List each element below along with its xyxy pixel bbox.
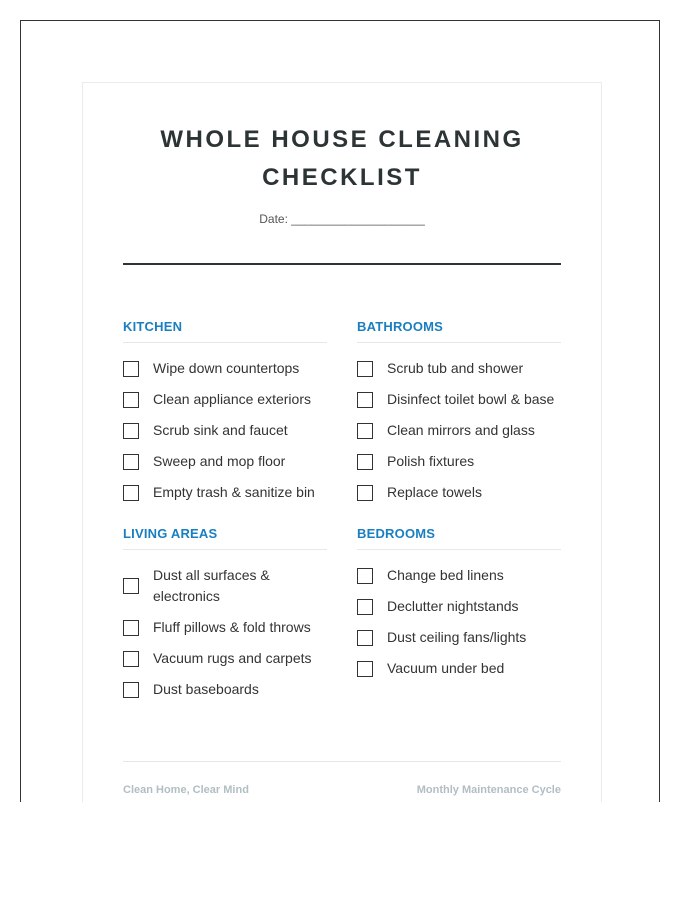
checklist-item[interactable] bbox=[357, 627, 561, 648]
checkbox[interactable] bbox=[123, 578, 139, 594]
item-label: Scrub sink and faucet bbox=[153, 422, 288, 438]
item-label: Vacuum rugs and carpets bbox=[153, 650, 312, 666]
checkbox[interactable] bbox=[357, 392, 373, 408]
checkbox[interactable] bbox=[357, 630, 373, 646]
item-label: Dust all surfaces & electronics bbox=[153, 567, 270, 604]
checklist-item[interactable] bbox=[357, 389, 561, 410]
item-label: Fluff pillows & fold throws bbox=[153, 619, 311, 635]
checklist-sheet bbox=[82, 82, 602, 802]
item-label: Change bed linens bbox=[387, 567, 504, 583]
checklist-item[interactable] bbox=[123, 648, 327, 669]
checkbox[interactable] bbox=[123, 454, 139, 470]
checklist-item[interactable] bbox=[123, 482, 327, 503]
item-label: Sweep and mop floor bbox=[153, 453, 286, 469]
checkbox[interactable] bbox=[357, 568, 373, 584]
section-bathrooms bbox=[357, 319, 561, 513]
date-field[interactable]: Date: ____________________ bbox=[259, 212, 425, 226]
section-kitchen bbox=[123, 319, 327, 513]
checkbox[interactable] bbox=[123, 361, 139, 377]
checkbox[interactable] bbox=[357, 454, 373, 470]
checkbox[interactable] bbox=[357, 485, 373, 501]
checklist-item[interactable] bbox=[357, 565, 561, 586]
checkbox[interactable] bbox=[123, 392, 139, 408]
section-heading-living-areas: LIVING AREAS bbox=[123, 526, 327, 550]
checklist-item[interactable] bbox=[357, 482, 561, 503]
item-label: Dust ceiling fans/lights bbox=[387, 629, 527, 645]
section-bedrooms bbox=[357, 526, 561, 689]
checklist-item[interactable] bbox=[123, 617, 327, 638]
checkbox[interactable] bbox=[123, 651, 139, 667]
item-label: Disinfect toilet bowl & base bbox=[387, 391, 555, 407]
item-label: Clean mirrors and glass bbox=[387, 422, 535, 438]
page-frame bbox=[20, 20, 660, 802]
item-label: Scrub tub and shower bbox=[387, 360, 524, 376]
checklist-item[interactable] bbox=[123, 420, 327, 441]
checkbox[interactable] bbox=[123, 620, 139, 636]
checklist-item[interactable] bbox=[357, 420, 561, 441]
checkbox[interactable] bbox=[123, 485, 139, 501]
checkbox[interactable] bbox=[123, 423, 139, 439]
item-label: Replace towels bbox=[387, 484, 482, 500]
checkbox[interactable] bbox=[123, 682, 139, 698]
checklist-item[interactable] bbox=[123, 358, 327, 379]
checklist-item[interactable] bbox=[357, 596, 561, 617]
item-label: Empty trash & sanitize bin bbox=[153, 484, 315, 500]
checklist-item[interactable] bbox=[123, 389, 327, 410]
checklist-item[interactable] bbox=[357, 358, 561, 379]
item-label: Declutter nightstands bbox=[387, 598, 519, 614]
checkbox[interactable] bbox=[357, 423, 373, 439]
section-living-areas bbox=[123, 526, 327, 710]
section-heading-bathrooms: BATHROOMS bbox=[357, 319, 561, 343]
item-label: Dust baseboards bbox=[153, 681, 259, 697]
checklist-item[interactable] bbox=[357, 451, 561, 472]
section-heading-kitchen: KITCHEN bbox=[123, 319, 327, 343]
item-label: Polish fixtures bbox=[387, 453, 475, 469]
checkbox[interactable] bbox=[357, 599, 373, 615]
checklist-item[interactable] bbox=[123, 565, 327, 607]
item-label: Vacuum under bed bbox=[387, 660, 505, 676]
checklist-item[interactable] bbox=[357, 658, 561, 679]
checklist-item[interactable] bbox=[123, 451, 327, 472]
title-divider bbox=[123, 263, 561, 265]
section-heading-bedrooms: BEDROOMS bbox=[357, 526, 561, 550]
checkbox[interactable] bbox=[357, 661, 373, 677]
checklist-item[interactable] bbox=[123, 679, 327, 700]
footer-tagline: Clean Home, Clear Mind bbox=[123, 784, 249, 796]
checkbox[interactable] bbox=[357, 361, 373, 377]
item-label: Wipe down countertops bbox=[153, 360, 300, 376]
page-title: WHOLE HOUSE CLEANING CHECKLIST bbox=[160, 126, 524, 191]
footer-cycle: Monthly Maintenance Cycle bbox=[416, 784, 561, 796]
item-label: Clean appliance exteriors bbox=[153, 391, 311, 407]
footer-divider bbox=[123, 761, 561, 762]
